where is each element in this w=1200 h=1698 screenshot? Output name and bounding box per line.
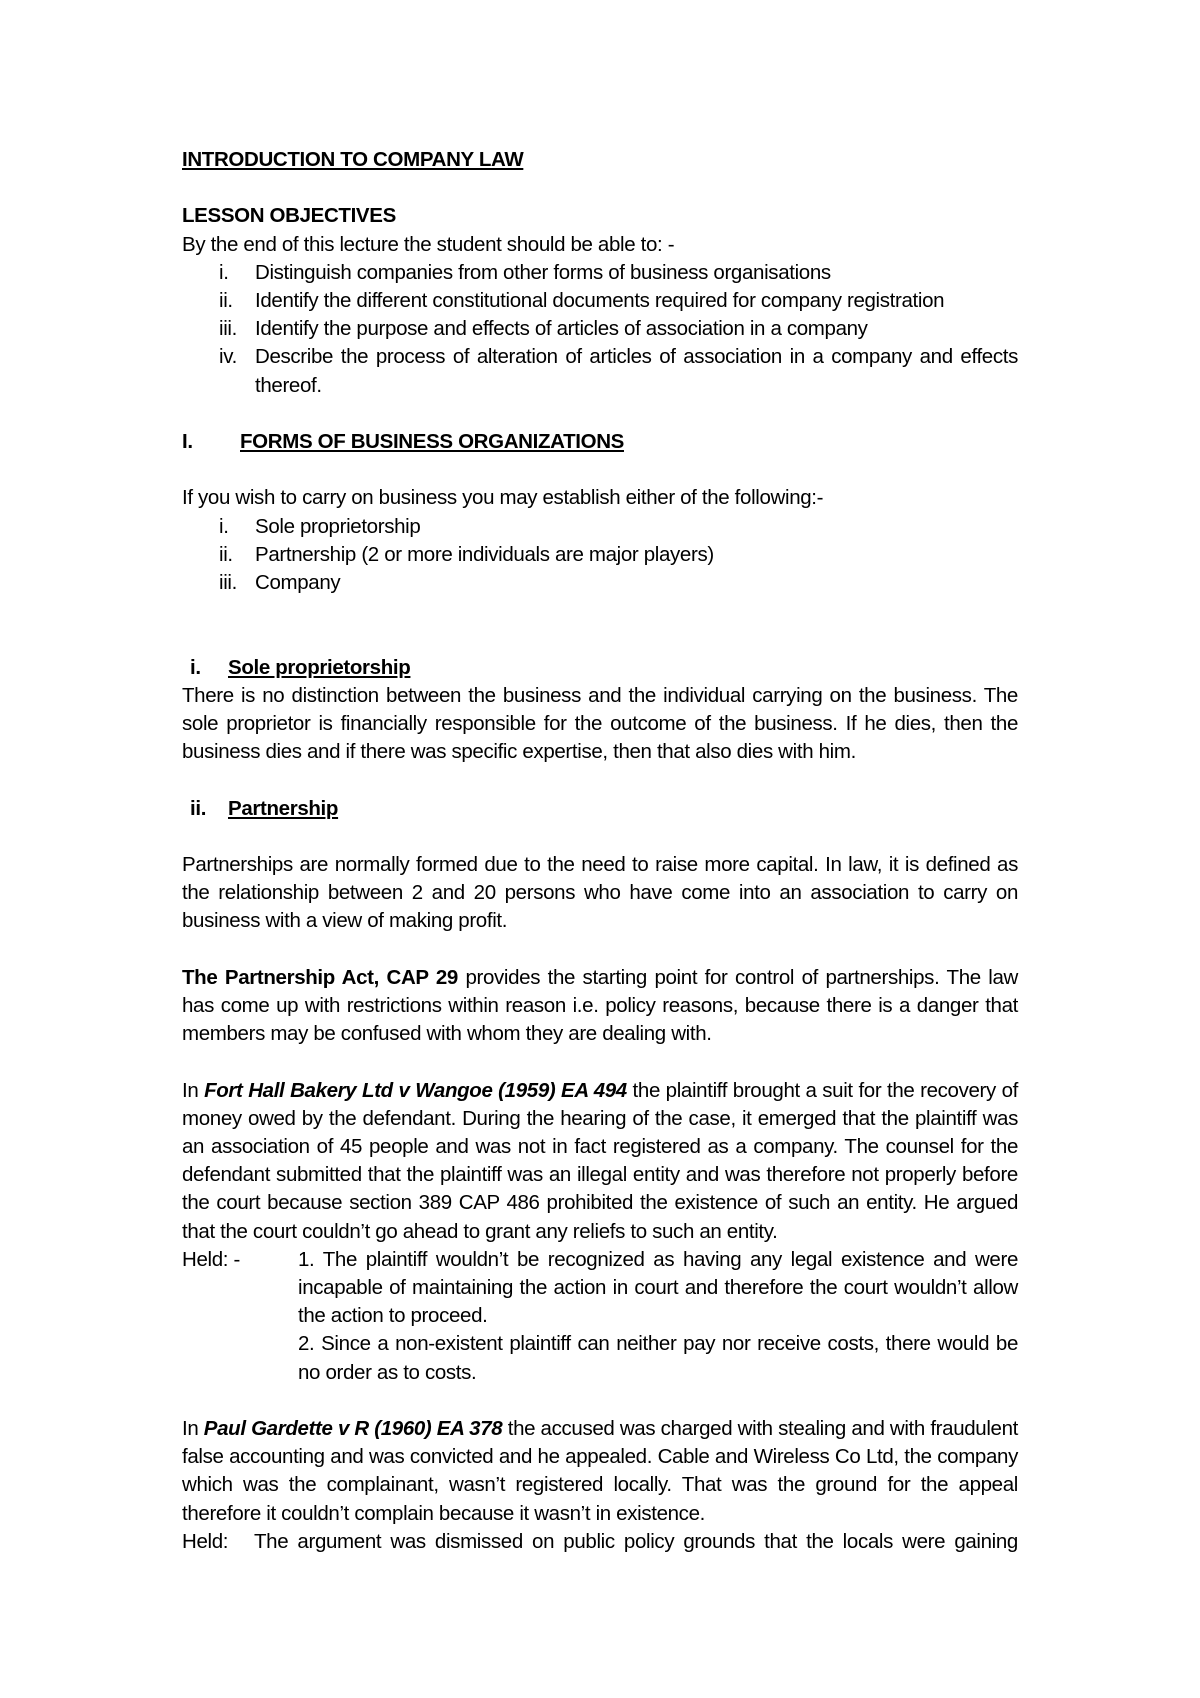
list-number: iii.: [219, 317, 237, 341]
list-item: [182, 315, 1018, 343]
paragraph-text: provides the starting point for control of partnerships. The law has come up with restrictions within reason i.e. policy reasons, because there is a danger that members may be confused with whom they are dealing with.: [182, 965, 1018, 1046]
case-citation: Paul Gardette v R (1960) EA 378: [203, 1417, 503, 1440]
list-item: [182, 287, 1018, 315]
held-point: 2. Since a non-existent plaintiff can neither pay nor receive costs, there would be no order as to costs.: [298, 1332, 1018, 1384]
subsection-title: Sole proprietorship: [228, 655, 411, 679]
subsection-heading: [182, 795, 1018, 823]
list-item: [182, 513, 1018, 541]
document-page: [182, 146, 1018, 1556]
objectives-heading: LESSON OBJECTIVES: [182, 204, 396, 228]
held-block: [182, 1246, 1018, 1387]
section-intro: If you wish to carry on business you may establish either of the following:-: [182, 486, 824, 510]
list-text: Identify the purpose and effects of articles of association in a company: [255, 317, 868, 341]
list-number: ii.: [219, 542, 233, 566]
case-prefix: In: [182, 1078, 205, 1102]
case-paragraph: [182, 1077, 1018, 1246]
list-item: [182, 541, 1018, 569]
subsection-heading: [182, 654, 1018, 682]
list-item: [182, 569, 1018, 597]
subsection-number: ii.: [190, 796, 207, 820]
held-label: Held: -: [182, 1247, 240, 1271]
list-text: Company: [255, 571, 341, 594]
list-number: i.: [219, 260, 229, 284]
case-citation: Fort Hall Bakery Ltd v Wangoe (1959) EA 494: [204, 1078, 627, 1102]
list-text: Distinguish companies from other forms of business organisations: [255, 260, 831, 284]
document-title: INTRODUCTION TO COMPANY LAW: [182, 148, 524, 171]
list-number: ii.: [219, 289, 233, 312]
list-text: Partnership (2 or more individuals are major players): [255, 542, 714, 566]
list-text: Sole proprietorship: [255, 514, 421, 538]
paragraph: [182, 964, 1018, 1049]
held-label: Held:: [182, 1529, 229, 1553]
subsection-title: Partnership: [228, 796, 339, 820]
subsection-number: i.: [190, 655, 201, 679]
paragraph: There is no distinction between the business and the individual carrying on the business. The sole proprietor is financially responsible for the outcome of the business. If he dies, then the business dies and if there was specific expertise, then that also dies with him.: [182, 683, 1018, 764]
held-point: The argument was dismissed on public policy grounds that the locals were gaining: [254, 1529, 1018, 1553]
case-text: the plaintiff brought a suit for the recovery of money owed by the defendant. During the hearing of the case, it emerged that the plaintiff was an association of 45 people and was not in fact registered as a company. The counsel for the defendant submitted that the plaintiff was an illegal entity and was therefore not properly before the court because section 389 CAP 486 prohibited the existence of such an entity. He argued that the court couldn’t go ahead to grant any reliefs to such an entity.: [182, 1078, 1018, 1243]
list-item: [182, 343, 1018, 399]
section-heading: [182, 428, 1018, 456]
case-paragraph: [182, 1415, 1018, 1528]
list-text: Describe the process of alteration of articles of association in a company and effects thereof.: [255, 345, 1018, 397]
list-item: [182, 259, 1018, 287]
case-prefix: In: [182, 1417, 204, 1440]
statute-name: The Partnership Act, CAP 29: [182, 965, 458, 989]
held-point: 1. The plaintiff wouldn’t be recognized as having any legal existence and were incapable of maintaining the action in court and therefore the court wouldn’t allow the action to proceed.: [298, 1247, 1018, 1328]
list-number: iv.: [219, 345, 237, 369]
objectives-intro: By the end of this lecture the student should be able to: -: [182, 232, 675, 256]
held-block: [182, 1528, 1018, 1556]
section-number: I.: [182, 430, 193, 453]
section-title: FORMS OF BUSINESS ORGANIZATIONS: [240, 430, 624, 453]
list-number: iii.: [219, 571, 237, 594]
forms-list: [182, 513, 1018, 598]
case-text: the accused was charged with stealing and with fraudulent false accounting and was convicted and he appealed. Cable and Wireless Co Ltd, the company which was the complainant, wasn’t registered locally. That was the ground for the appeal therefore it couldn’t complain because it wasn’t in existence.: [182, 1417, 1018, 1525]
list-text: Identify the different constitutional documents required for company registration: [255, 289, 945, 312]
list-number: i.: [219, 514, 229, 538]
objectives-list: [182, 259, 1018, 400]
paragraph: Partnerships are normally formed due to the need to raise more capital. In law, it is defined as the relationship between 2 and 20 persons who have come into an association to carry on business with a view of making profit.: [182, 852, 1018, 933]
